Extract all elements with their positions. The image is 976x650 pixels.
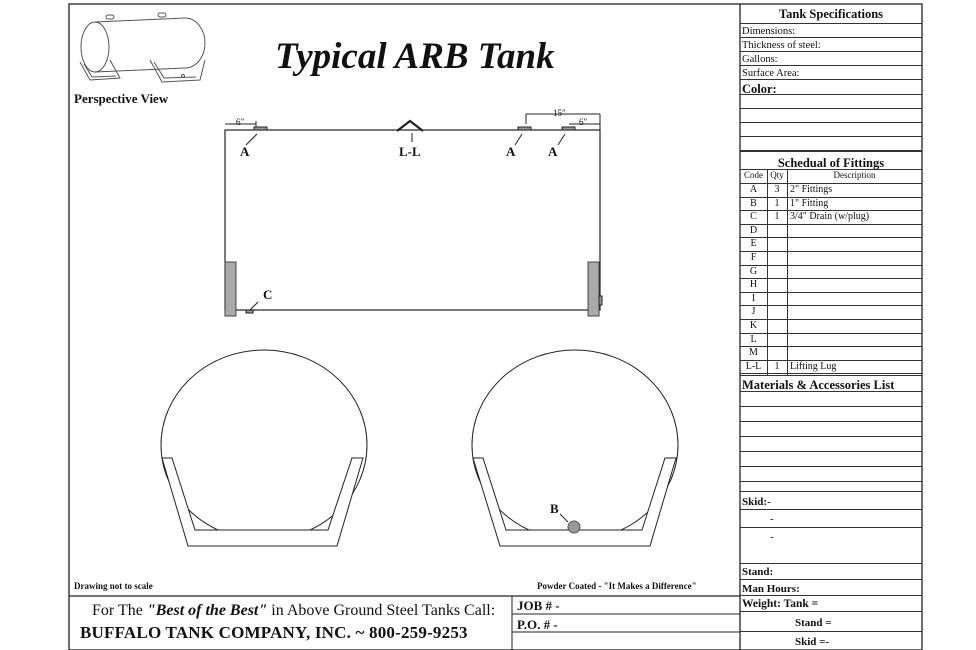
blank-row [740,407,922,422]
fitting-code: I [751,292,756,304]
materials-heading-row [740,375,922,392]
fitting-desc: 3/4" Drain (w/plug) [790,211,870,223]
blank-row [740,452,922,467]
col-code-header: Code [744,170,763,180]
blank-row [740,392,922,407]
spec-row [740,24,922,38]
fitting-label-a: A [240,144,250,159]
fittings-heading-row [740,151,922,170]
drawing-title: Typical ARB Tank [275,36,555,77]
col-divider [767,170,768,375]
fitting-qty: 1 [774,211,780,223]
fitting-code: B [750,197,757,209]
spec-heading-row [740,4,922,24]
tagline [92,603,495,619]
coating-note: Powder Coated - "It Makes a Difference" [537,581,697,591]
blank-row [740,123,922,137]
materials-heading: Materials & Accessories List [742,378,895,392]
spec-surface-area: Surface Area: [742,68,800,79]
fitting-code: A [749,184,758,195]
fitting-label-c: C [263,287,273,302]
spec-panel [740,4,922,650]
fittings-heading: Schedual of Fittings [777,156,885,170]
blank-row [740,467,922,482]
fitting-code: K [749,320,758,331]
col-qty-header: Qty [770,170,784,180]
fitting-code: G [749,265,758,277]
skid-row [740,510,922,528]
blank-row [740,109,922,123]
skid-label: Skid:- [742,496,771,508]
dimension-15: 15" [553,108,566,118]
skid-row [740,492,922,510]
perspective-label: Perspective View [74,91,169,106]
fitting-code: F [750,252,757,263]
blank-row [740,95,922,109]
company-line: BUFFALO TANK COMPANY, INC. ~ 800-259-9253 [80,623,468,642]
man-hours-label: Man Hours: [742,583,800,595]
dimension-6-right: 6" [579,117,588,127]
perspective-tank-icon [80,13,205,82]
fitting-label-b: B [550,501,559,516]
weight-skid-label: Skid =- [795,636,830,648]
stand-row [740,564,922,580]
col-divider [787,170,788,375]
scale-note: Drawing not to scale [74,581,153,591]
spec-row [740,66,922,80]
blank-row [740,482,922,492]
tagline-emphasis: "Best of the Best" [146,602,268,619]
fitting-label-a: A [548,144,558,159]
fitting-code: M [749,347,758,359]
fitting-desc: 1" Fitting [790,197,829,209]
skid-row [740,528,922,564]
spec-dimensions: Dimensions: [742,26,796,37]
skid-dash: - [770,532,774,543]
weight-stand-label: Stand = [795,617,832,629]
weight-skid-row [740,632,922,650]
fitting-code: E [750,238,757,250]
stand-label: Stand: [742,566,774,578]
job-number-label: JOB # - [517,598,560,613]
fitting-code: D [749,224,758,236]
skid-dash: - [770,514,774,525]
blank-row [740,137,922,151]
fitting-qty: 1 [774,360,780,372]
weight-tank-label: Weight: Tank = [742,598,819,610]
fitting-label-a: A [506,144,516,159]
fitting-qty: 1 [774,197,780,209]
end-view-right [472,350,678,546]
fitting-code: C [750,211,757,223]
spec-thickness: Thickness of steel: [742,40,821,51]
weight-row [740,596,922,612]
color-label: Color: [742,82,777,96]
fitting-code: J [751,306,756,318]
tagline-suffix: in Above Ground Steel Tanks Call: [267,602,496,619]
color-row [740,80,922,95]
fitting-code: H [749,279,758,291]
po-number-label: P.O. # - [517,617,558,632]
man-hours-row [740,580,922,596]
spec-gallons: Gallons: [742,54,778,65]
tagline-prefix: For The [92,602,147,619]
col-desc-header: Description [833,170,876,180]
fitting-label-lifting-lug: L-L [399,144,421,159]
fitting-qty: 3 [774,184,780,195]
blank-row [740,437,922,452]
weight-stand-row [740,612,922,632]
fitting-code: L [750,333,757,345]
fitting-desc: 2" Fittings [790,184,833,195]
fitting-desc: Lifting Lug [790,360,837,372]
tank-spec-heading: Tank Specifications [778,7,884,21]
spec-row [740,52,922,66]
end-view-left [161,350,367,546]
dimension-6-left: 6" [236,117,245,127]
spec-row [740,38,922,52]
blank-row [740,422,922,437]
fitting-code: L-L [745,360,762,372]
